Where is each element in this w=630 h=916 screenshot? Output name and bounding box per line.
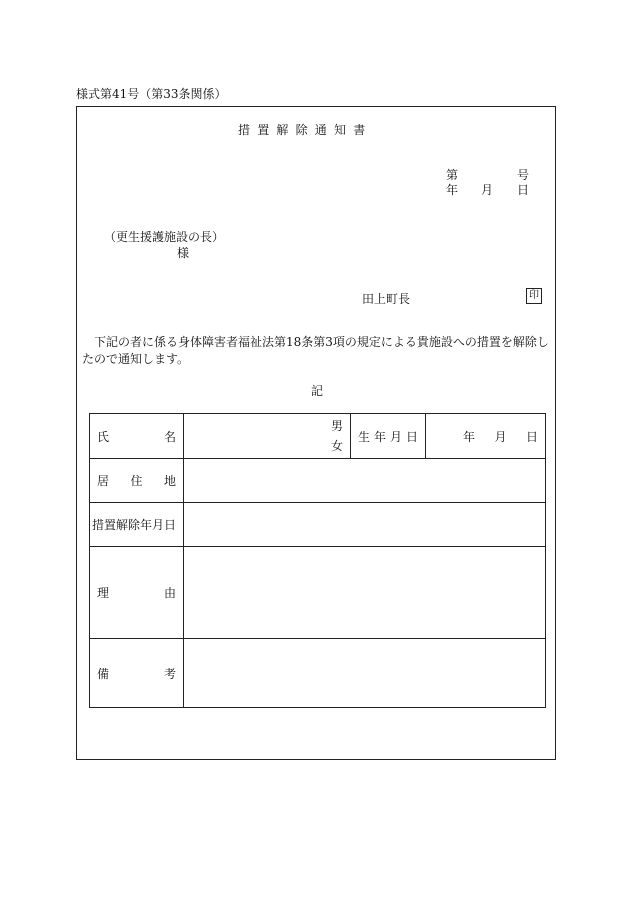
remarks-value-cell[interactable] xyxy=(184,639,546,708)
table-row xyxy=(90,547,546,639)
table-row xyxy=(90,414,546,459)
remarks-label: 備 考 xyxy=(97,666,176,681)
reason-label: 理 由 xyxy=(97,586,176,600)
table-row xyxy=(90,639,546,708)
termination-date-label-cell xyxy=(90,503,184,547)
name-label-cell xyxy=(90,414,184,459)
remarks-label-cell xyxy=(90,639,184,708)
sex-male[interactable]: 男 xyxy=(330,419,343,433)
name-value-cell[interactable] xyxy=(184,414,351,459)
notice-body: 下記の者に係る身体障害者福祉法第18条第3項の規定による貴施設への措置を解除したので通知します。 xyxy=(82,335,549,366)
reason-value-cell[interactable] xyxy=(184,547,546,639)
seal-mark: 印 xyxy=(526,288,542,304)
birth-value-cell[interactable] xyxy=(426,414,546,459)
address-label-cell xyxy=(90,459,184,503)
date-month-label: 月 xyxy=(481,183,494,197)
birth-value: 年 月 日 xyxy=(463,429,538,444)
form-number: 様式第41号（第33条関係） xyxy=(76,87,227,101)
table-row xyxy=(90,503,546,547)
recipient-org: （更生援護施設の長） xyxy=(104,230,225,244)
name-label: 氏 名 xyxy=(97,429,176,444)
document-title: 措置解除通知書 xyxy=(238,123,373,137)
doc-number-prefix: 第 xyxy=(446,168,459,182)
date-day-label: 日 xyxy=(517,183,530,197)
address-label: 居 住 地 xyxy=(97,474,176,488)
sex-female[interactable]: 女 xyxy=(330,439,343,453)
date-year-label: 年 xyxy=(446,183,459,197)
notice-table xyxy=(89,413,546,708)
birth-label-cell xyxy=(351,414,426,459)
termination-date-label: 措置解除年月日 xyxy=(92,518,177,532)
reason-label-cell xyxy=(90,547,184,639)
address-value-cell[interactable] xyxy=(184,459,546,503)
recipient-honorific: 様 xyxy=(177,246,190,260)
heading-ki: 記 xyxy=(311,384,324,398)
birth-label: 生 年 月 日 xyxy=(358,429,418,444)
sex-options xyxy=(191,416,343,456)
table-row xyxy=(90,459,546,503)
doc-number-suffix: 号 xyxy=(517,168,530,182)
issuer-title: 田上町長 xyxy=(362,292,411,306)
termination-date-value-cell[interactable] xyxy=(184,503,546,547)
